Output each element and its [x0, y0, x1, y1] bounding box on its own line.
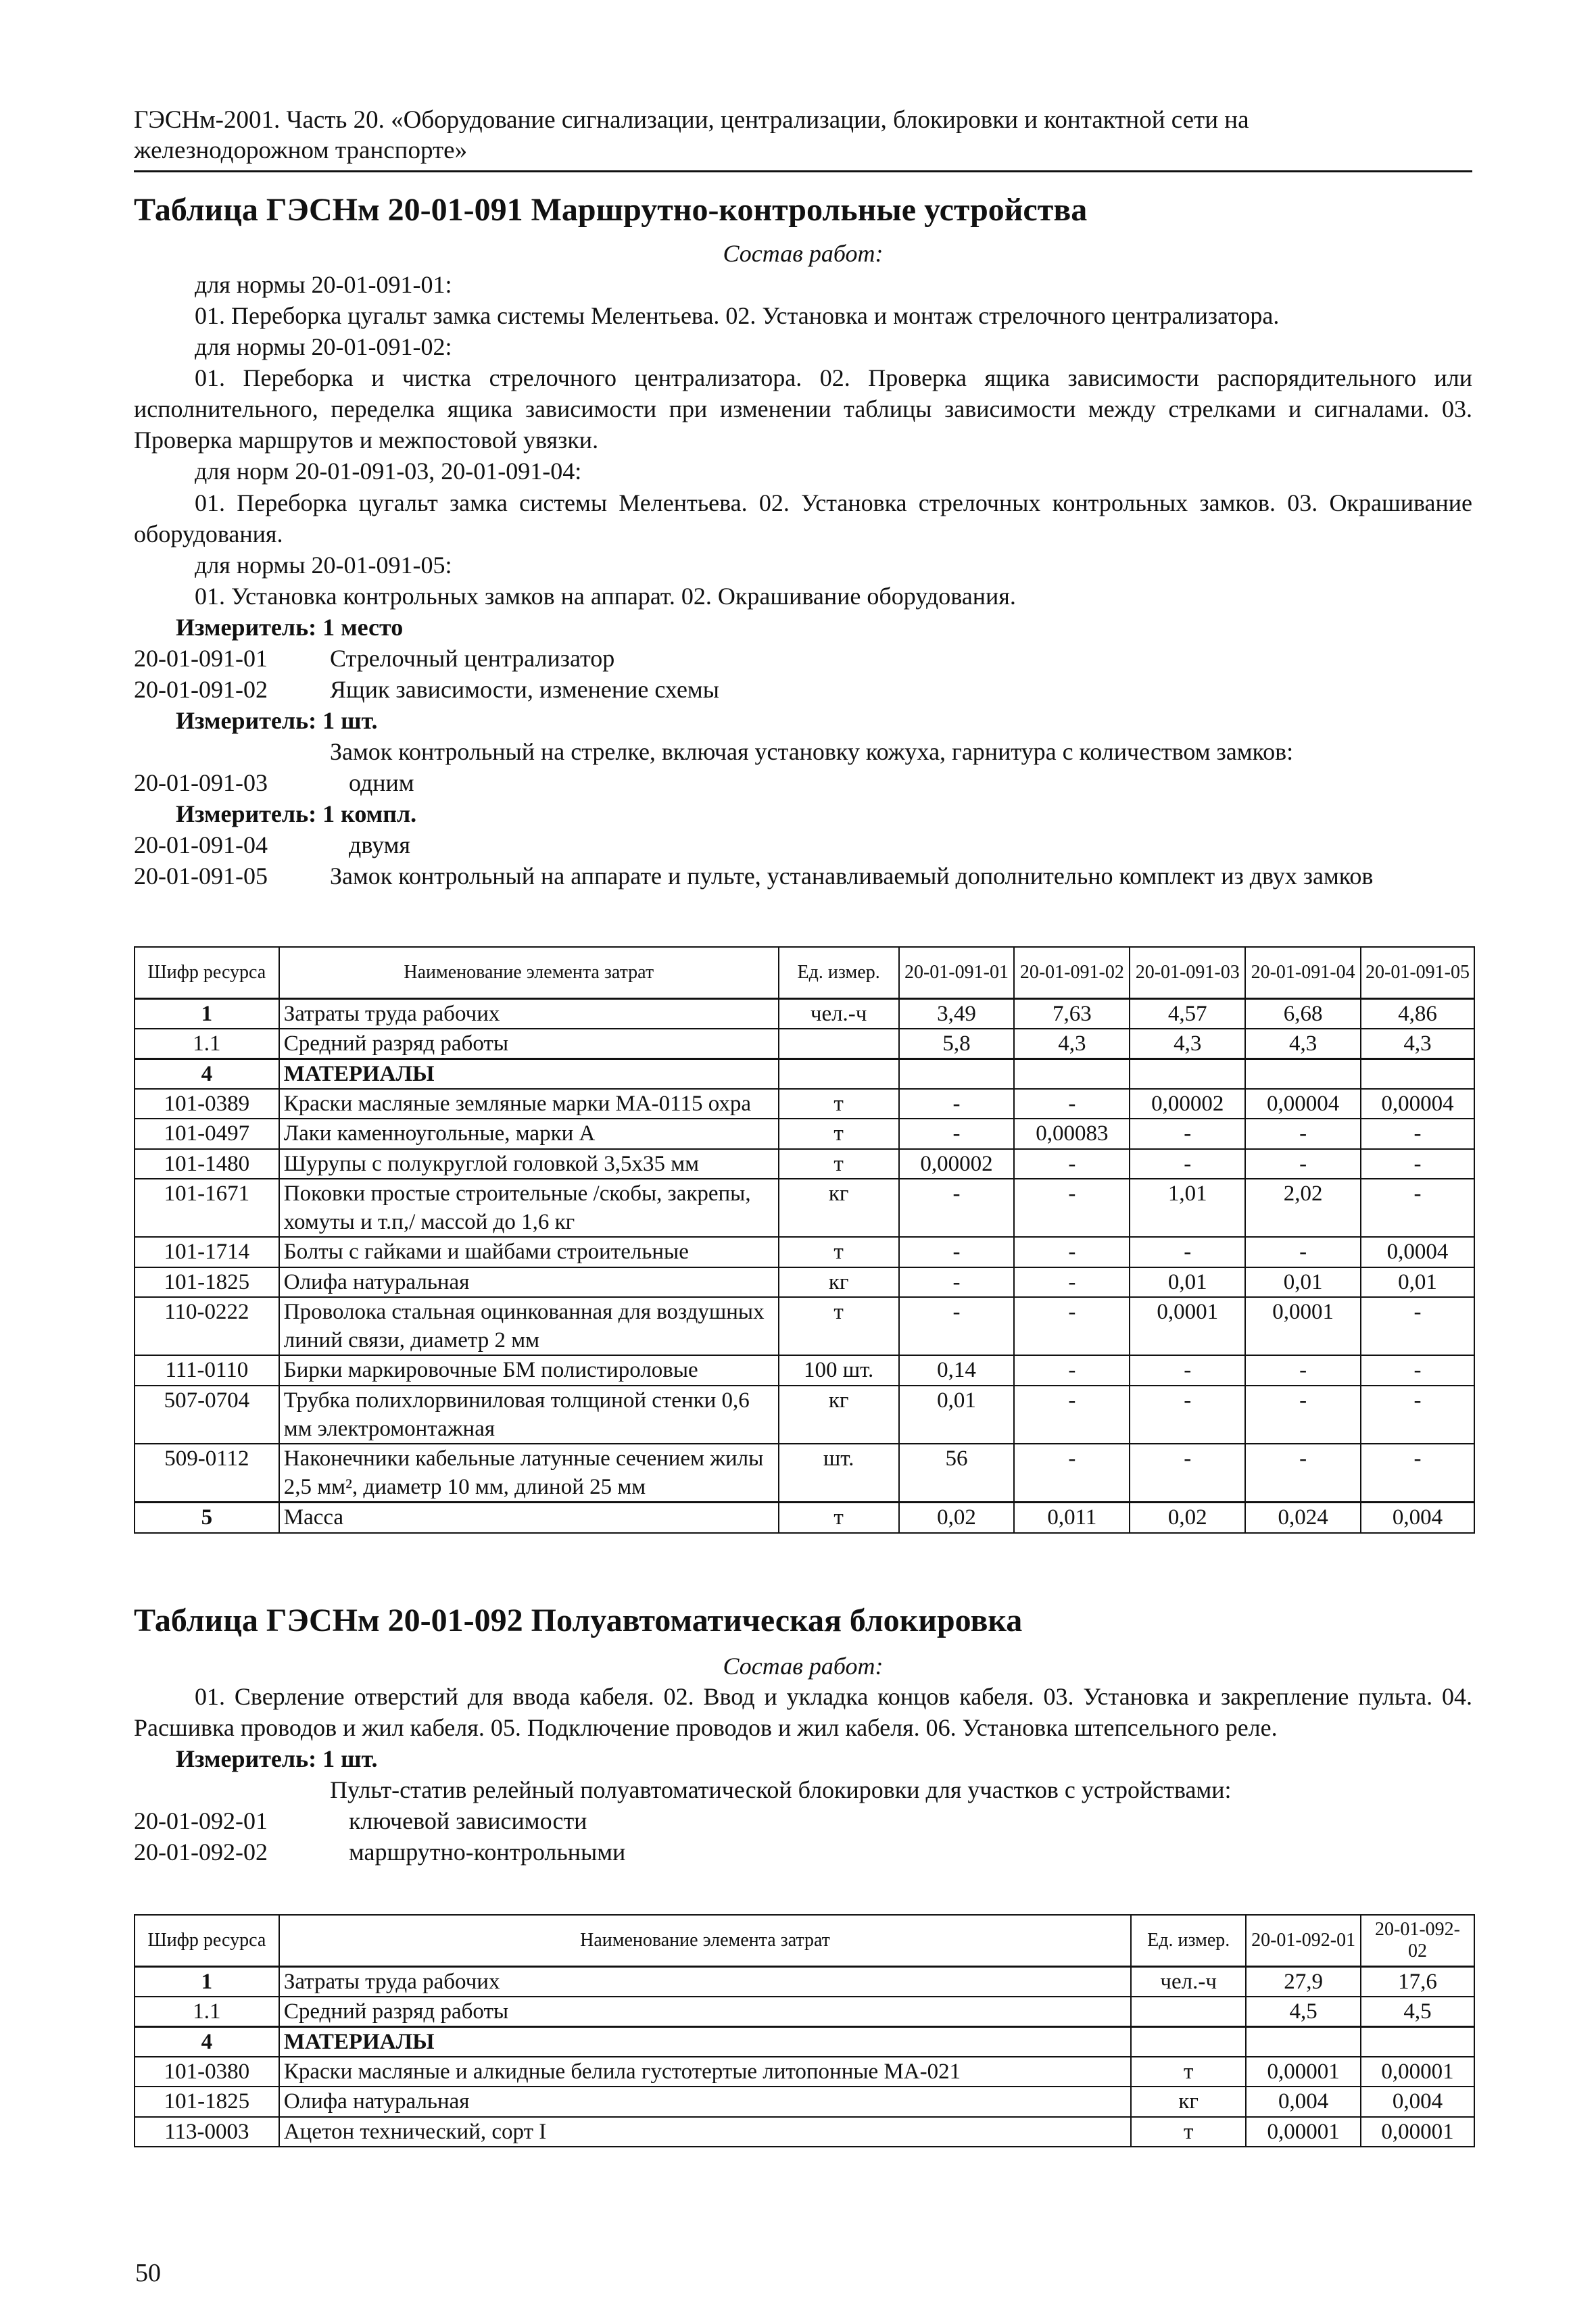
norm-desc: одним — [349, 769, 414, 797]
resource-code-cell: 101-1825 — [135, 1267, 279, 1297]
norm-value-cell: - — [1014, 1179, 1130, 1237]
norm-value-cell: 5,8 — [899, 1029, 1015, 1059]
norm-value-cell: - — [1130, 1355, 1245, 1385]
col-header-unit: Ед. измер. — [779, 947, 899, 998]
norm-value-cell: - — [899, 1119, 1015, 1148]
norm-value-cell: - — [899, 1179, 1015, 1237]
table-row — [135, 1267, 1474, 1297]
unit-cell: т — [779, 1297, 899, 1355]
unit-cell: т — [779, 1503, 899, 1533]
unit-cell — [779, 1029, 899, 1059]
resource-code-cell: 4 — [135, 2026, 279, 2057]
norm-value-cell: - — [1014, 1297, 1130, 1355]
table-091-works-heading: Состав работ: — [723, 240, 884, 267]
unit-cell — [1131, 1997, 1246, 2027]
header-line-2: железнодорожном транспорте» — [134, 137, 468, 165]
resource-code-cell: 5 — [135, 1503, 279, 1533]
unit-cell: т — [1131, 2057, 1246, 2087]
works-norm-label: для нормы 20-01-091-02: — [195, 333, 452, 361]
resource-code-cell: 101-0389 — [135, 1089, 279, 1119]
norm-row — [134, 643, 1472, 674]
unit-cell: кг — [779, 1386, 899, 1444]
table-row — [135, 1089, 1474, 1119]
unit-cell — [779, 1058, 899, 1089]
norm-value-cell: 0,00004 — [1361, 1089, 1474, 1119]
norm-value-cell: - — [1245, 1386, 1361, 1444]
norm-value-cell: 0,004 — [1246, 2087, 1361, 2116]
works-text: 01. Переборка цугальт замка системы Мелентьева. 02. Установка и монтаж стрелочного централизатора. — [195, 302, 1280, 330]
unit-cell: т — [779, 1237, 899, 1267]
norm-value-cell: 4,3 — [1245, 1029, 1361, 1059]
norm-value-cell — [899, 1058, 1015, 1089]
norm-row — [134, 1805, 1472, 1836]
table-092-body — [135, 1966, 1474, 2147]
norm-value-cell: 4,86 — [1361, 998, 1474, 1029]
norm-value-cell: 0,0001 — [1130, 1297, 1245, 1355]
table-092-works-heading: Состав работ: — [723, 1653, 884, 1680]
norm-value-cell: 0,011 — [1014, 1503, 1130, 1533]
norm-value-cell: 0,00083 — [1014, 1119, 1130, 1148]
unit-cell: чел.-ч — [1131, 1966, 1246, 1997]
norm-code: 20-01-092-01 — [134, 1807, 268, 1835]
norm-value-cell: 4,3 — [1130, 1029, 1245, 1059]
norm-value-cell: 0,00002 — [899, 1149, 1015, 1179]
norm-value-cell: 4,3 — [1361, 1029, 1474, 1059]
norm-value-cell: 56 — [899, 1444, 1015, 1503]
works-norm-label: для нормы 20-01-091-01: — [195, 271, 452, 298]
unit-cell: чел.-ч — [779, 998, 899, 1029]
norm-desc: Замок контрольный на аппарате и пульте, устанавливаемый дополнительно комплект из двух замков — [330, 862, 1374, 890]
table-row — [135, 2117, 1474, 2147]
table-row — [135, 2087, 1474, 2116]
resource-code-cell: 101-1825 — [135, 2087, 279, 2116]
norm-value-cell: - — [1361, 1386, 1474, 1444]
table-091-title: Таблица ГЭСНм 20-01-091 Маршрутно-контрольные устройства — [134, 192, 1088, 228]
norm-desc: ключевой зависимости — [349, 1807, 587, 1835]
table-row — [135, 1444, 1474, 1503]
norm-code: 20-01-091-04 — [134, 831, 268, 859]
norm-value-cell: 4,5 — [1361, 1997, 1474, 2027]
resource-code-cell: 111-0110 — [135, 1355, 279, 1385]
resource-name-cell: Проволока стальная оцинкованная для воздушных линий связи, диаметр 2 мм — [279, 1297, 779, 1355]
norm-desc: двумя — [349, 831, 410, 859]
table-row — [135, 1297, 1474, 1355]
norm-value-cell: - — [1130, 1119, 1245, 1148]
norm-value-cell: 0,004 — [1361, 2087, 1474, 2116]
resource-code-cell: 113-0003 — [135, 2117, 279, 2147]
table-091-body — [135, 998, 1474, 1533]
norm-row — [134, 1836, 1472, 1868]
col-header-code: Шифр ресурса — [135, 947, 279, 998]
norm-value-cell: - — [1130, 1149, 1245, 1179]
norm-value-cell: - — [1245, 1237, 1361, 1267]
norm-value-cell: 0,02 — [1130, 1503, 1245, 1533]
table-row — [135, 2057, 1474, 2087]
resource-name-cell: Олифа натуральная — [279, 1267, 779, 1297]
norm-value-cell: 0,01 — [1245, 1267, 1361, 1297]
table-row — [135, 2026, 1474, 2057]
norm-value-cell: - — [1014, 1237, 1130, 1267]
unit-cell: т — [779, 1089, 899, 1119]
resource-name-cell: Болты с гайками и шайбами строительные — [279, 1237, 779, 1267]
table-row — [135, 1503, 1474, 1533]
resource-code-cell: 4 — [135, 1058, 279, 1089]
norm-value-cell: - — [1014, 1267, 1130, 1297]
norm-code: 20-01-091-03 — [134, 769, 268, 797]
norm-value-cell: 4,57 — [1130, 998, 1245, 1029]
norm-value-cell: 0,0001 — [1245, 1297, 1361, 1355]
resource-name-cell: Лаки каменноугольные, марки А — [279, 1119, 779, 1148]
meter-label: Измеритель: 1 шт. — [176, 707, 378, 735]
norm-value-cell: 3,49 — [899, 998, 1015, 1029]
norm-value-cell: - — [1014, 1355, 1130, 1385]
resource-name-cell: Затраты труда рабочих — [279, 1966, 1131, 1997]
lock-note: Замок контрольный на стрелке, включая установку кожуха, гарнитура с количеством замков: — [330, 738, 1294, 766]
norm-value-cell: 0,00001 — [1246, 2057, 1361, 2087]
table-row — [135, 1355, 1474, 1385]
unit-cell: кг — [779, 1179, 899, 1237]
norm-value-cell: - — [1361, 1149, 1474, 1179]
meter-label: Измеритель: 1 шт. — [176, 1745, 378, 1773]
col-header-norm: 20-01-091-05 — [1361, 947, 1474, 998]
col-header-norm: 20-01-092-02 — [1361, 1915, 1474, 1966]
norm-value-cell: 0,0004 — [1361, 1237, 1474, 1267]
norm-value-cell: - — [1014, 1149, 1130, 1179]
norm-desc: маршрутно-контрольными — [349, 1838, 626, 1866]
resource-code-cell: 101-1714 — [135, 1237, 279, 1267]
resource-name-cell: Краски масляные и алкидные белила густотертые литопонные МА-021 — [279, 2057, 1131, 2087]
device-note: Пульт-статив релейный полуавтоматической блокировки для участков с устройствами: — [330, 1776, 1232, 1804]
norm-value-cell — [1361, 2026, 1474, 2057]
norm-value-cell: 0,01 — [899, 1386, 1015, 1444]
table-row — [135, 1386, 1474, 1444]
norm-code: 20-01-091-02 — [134, 676, 268, 704]
resource-table-091 — [134, 946, 1475, 1534]
resource-code-cell: 101-0497 — [135, 1119, 279, 1148]
header-line-1: ГЭСНм-2001. Часть 20. «Оборудование сигнализации, централизации, блокировки и контактной сети на — [134, 106, 1249, 134]
col-header-norm: 20-01-091-04 — [1245, 947, 1361, 998]
norm-code: 20-01-091-01 — [134, 644, 268, 672]
norm-value-cell: - — [1361, 1119, 1474, 1148]
resource-table-092 — [134, 1914, 1475, 2147]
norm-row — [134, 767, 1472, 798]
resource-code-cell: 110-0222 — [135, 1297, 279, 1355]
resource-name-cell: Масса — [279, 1503, 779, 1533]
norm-value-cell: 0,00004 — [1245, 1089, 1361, 1119]
norm-value-cell: - — [1014, 1444, 1130, 1503]
norm-value-cell: - — [1130, 1444, 1245, 1503]
norm-value-cell: 0,004 — [1361, 1503, 1474, 1533]
resource-code-cell: 1 — [135, 1966, 279, 1997]
norm-value-cell: 0,024 — [1245, 1503, 1361, 1533]
table-row — [135, 1997, 1474, 2027]
resource-name-cell: Шурупы с полукруглой головкой 3,5х35 мм — [279, 1149, 779, 1179]
resource-code-cell: 101-0380 — [135, 2057, 279, 2087]
norm-value-cell: - — [1014, 1089, 1130, 1119]
norm-value-cell: 0,00001 — [1361, 2057, 1474, 2087]
norm-value-cell: - — [1245, 1444, 1361, 1503]
works-norm-label: для нормы 20-01-091-05: — [195, 551, 452, 579]
meter-label: Измеритель: 1 компл. — [176, 800, 417, 828]
table-row — [135, 1029, 1474, 1059]
table-header-row — [135, 947, 1474, 998]
norm-value-cell — [1361, 1058, 1474, 1089]
resource-name-cell: Затраты труда рабочих — [279, 998, 779, 1029]
unit-cell: кг — [779, 1267, 899, 1297]
unit-cell: т — [779, 1149, 899, 1179]
norm-value-cell: 0,00001 — [1361, 2117, 1474, 2147]
norm-value-cell — [1246, 2026, 1361, 2057]
norm-desc: Ящик зависимости, изменение схемы — [330, 676, 719, 704]
resource-code-cell: 101-1671 — [135, 1179, 279, 1237]
norm-value-cell — [1014, 1058, 1130, 1089]
norm-value-cell: 17,6 — [1361, 1966, 1474, 1997]
norm-value-cell: - — [1130, 1237, 1245, 1267]
unit-cell — [1131, 2026, 1246, 2057]
norm-value-cell: - — [899, 1297, 1015, 1355]
resource-code-cell: 101-1480 — [135, 1149, 279, 1179]
table-row — [135, 998, 1474, 1029]
resource-code-cell: 1.1 — [135, 1997, 279, 2027]
meter-label: Измеритель: 1 место — [176, 613, 404, 641]
table-row — [135, 1237, 1474, 1267]
norm-value-cell: - — [1245, 1149, 1361, 1179]
norm-desc: Стрелочный централизатор — [330, 644, 615, 672]
unit-cell: т — [1131, 2117, 1246, 2147]
norm-value-cell: 0,14 — [899, 1355, 1015, 1385]
norm-value-cell: 4,3 — [1014, 1029, 1130, 1059]
resource-name-cell: Трубка полихлорвиниловая толщиной стенки 0,6 мм электромонтажная — [279, 1386, 779, 1444]
unit-cell: 100 шт. — [779, 1355, 899, 1385]
norm-value-cell: - — [1361, 1297, 1474, 1355]
works-text: 01. Сверление отверстий для ввода кабеля. 02. Ввод и укладка концов кабеля. 03. Установка и закрепление пульта. 04. Расшивка проводов и жил кабеля. 05. Подключение проводов и жил кабеля. 06. Установка штепсельного реле. — [134, 1683, 1472, 1742]
norm-value-cell: - — [1361, 1355, 1474, 1385]
resource-name-cell: Наконечники кабельные латунные сечением жилы 2,5 мм², диаметр 10 мм, длиной 25 мм — [279, 1444, 779, 1503]
norm-value-cell: 0,02 — [899, 1503, 1015, 1533]
header-rule — [134, 170, 1472, 172]
table-row — [135, 1966, 1474, 1997]
table-row — [135, 1179, 1474, 1237]
table-row — [135, 1149, 1474, 1179]
col-header-unit: Ед. измер. — [1131, 1915, 1246, 1966]
norm-value-cell: 1,01 — [1130, 1179, 1245, 1237]
works-norm-label: для норм 20-01-091-03, 20-01-091-04: — [195, 458, 582, 485]
norm-row — [134, 860, 1472, 892]
norm-value-cell: 7,63 — [1014, 998, 1130, 1029]
table-row — [135, 1058, 1474, 1089]
norm-code: 20-01-091-05 — [134, 862, 268, 890]
norm-row — [134, 674, 1472, 705]
norm-code: 20-01-092-02 — [134, 1838, 268, 1866]
resource-name-cell: Олифа натуральная — [279, 2087, 1131, 2116]
norm-value-cell: 0,00002 — [1130, 1089, 1245, 1119]
resource-name-cell: Поковки простые строительные /скобы, закрепы, хомуты и т.п,/ массой до 1,6 кг — [279, 1179, 779, 1237]
norm-value-cell: 0,01 — [1130, 1267, 1245, 1297]
resource-code-cell: 1 — [135, 998, 279, 1029]
resource-name-cell: Краски масляные земляные марки МА-0115 охра — [279, 1089, 779, 1119]
resource-name-cell: Бирки маркировочные БМ полистироловые — [279, 1355, 779, 1385]
norm-row — [134, 829, 1472, 860]
norm-value-cell — [1130, 1058, 1245, 1089]
col-header-name: Наименование элемента затрат — [279, 947, 779, 998]
table-091-works — [134, 269, 1472, 892]
resource-code-cell: 507-0704 — [135, 1386, 279, 1444]
works-text: 01. Переборка и чистка стрелочного централизатора. 02. Проверка ящика зависимости распорядительного или исполнительного, переделка ящика зависимости при изменении таблицы зависимости между стрелками и сигналами. 03. Проверка маршрутов и межпостовой увязки. — [134, 364, 1472, 454]
norm-value-cell: 6,68 — [1245, 998, 1361, 1029]
works-text: 01. Установка контрольных замков на аппарат. 02. Окрашивание оборудования. — [195, 582, 1016, 610]
resource-name-cell: Средний разряд работы — [279, 1029, 779, 1059]
norm-value-cell: - — [899, 1089, 1015, 1119]
table-header-row — [135, 1915, 1474, 1966]
resource-code-cell: 509-0112 — [135, 1444, 279, 1503]
page-number: 50 — [135, 2259, 161, 2287]
table-row — [135, 1119, 1474, 1148]
resource-name-cell: МАТЕРИАЛЫ — [279, 1058, 779, 1089]
norm-value-cell: - — [1245, 1119, 1361, 1148]
col-header-norm: 20-01-091-03 — [1130, 947, 1245, 998]
norm-value-cell: - — [899, 1267, 1015, 1297]
norm-value-cell: - — [1245, 1355, 1361, 1385]
col-header-norm: 20-01-091-01 — [899, 947, 1015, 998]
col-header-name: Наименование элемента затрат — [279, 1915, 1131, 1966]
table-092-title: Таблица ГЭСНм 20-01-092 Полуавтоматическая блокировка — [134, 1603, 1023, 1638]
norm-value-cell: - — [1361, 1444, 1474, 1503]
norm-value-cell — [1245, 1058, 1361, 1089]
norm-value-cell: 4,5 — [1246, 1997, 1361, 2027]
unit-cell: кг — [1131, 2087, 1246, 2116]
col-header-norm: 20-01-092-01 — [1246, 1915, 1361, 1966]
works-text: 01. Переборка цугальт замка системы Мелентьева. 02. Установка стрелочных контрольных замков. 03. Окрашивание оборудования. — [134, 489, 1472, 547]
norm-value-cell: - — [1130, 1386, 1245, 1444]
norm-value-cell: - — [1361, 1179, 1474, 1237]
resource-name-cell: Средний разряд работы — [279, 1997, 1131, 2027]
norm-value-cell: 0,01 — [1361, 1267, 1474, 1297]
resource-name-cell: МАТЕРИАЛЫ — [279, 2026, 1131, 2057]
norm-value-cell: 0,00001 — [1246, 2117, 1361, 2147]
resource-code-cell: 1.1 — [135, 1029, 279, 1059]
norm-value-cell: - — [1014, 1386, 1130, 1444]
norm-value-cell: - — [899, 1237, 1015, 1267]
norm-value-cell: 2,02 — [1245, 1179, 1361, 1237]
col-header-code: Шифр ресурса — [135, 1915, 279, 1966]
resource-name-cell: Ацетон технический, сорт I — [279, 2117, 1131, 2147]
unit-cell: т — [779, 1119, 899, 1148]
norm-value-cell: 27,9 — [1246, 1966, 1361, 1997]
col-header-norm: 20-01-091-02 — [1014, 947, 1130, 998]
running-header — [134, 105, 1459, 166]
table-092-works — [134, 1681, 1472, 1868]
unit-cell: шт. — [779, 1444, 899, 1503]
